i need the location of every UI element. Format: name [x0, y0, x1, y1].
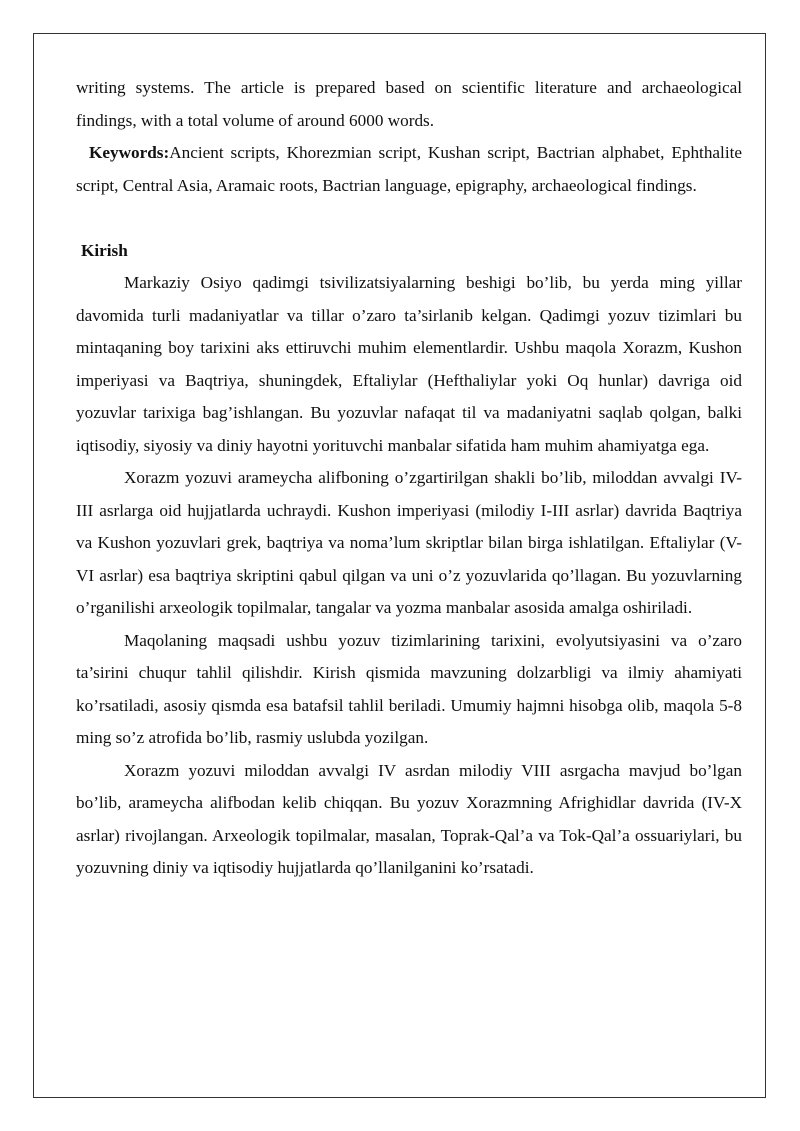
body-paragraph: Markaziy Osiyo qadimgi tsivilizatsiyalarning beshigi bo’lib, bu yerda ming yillar davomida turli madaniyatlar va tillar o’zaro ta’sirlanib kelgan. Qadimgi yozuv tizimlari bu mintaqaning boy tarixini aks ettiruvchi muhim elementlardir. Ushbu maqola Xorazm, Kushon imperiyasi va Baqtriya, shuningdek, Eftaliylar (Hefthaliylar yoki Oq hunlar) davriga oid yozuvlar tarixiga bag’ishlangan. Bu yozuvlar nafaqat til va madaniyatni saqlab qolgan, balki iqtisodiy, siyosiy va diniy hayotni yorituvchi manbalar sifatida ham muhim ahamiyatga ega. [76, 273, 742, 455]
body-paragraph: Xorazm yozuvi miloddan avvalgi IV asrdan milodiy VIII asrgacha mavjud bo’lgan bo’lib, arameycha alifbodan kelib chiqqan. Bu yozuv Xorazmning Afrighidlar davrida (IV-X asrlar) rivojlangan. Arxeologik topilmalar, masalan, Toprak-Qal’a va Tok-Qal’a ossuariylari, bu yozuvning diniy va iqtisodiy hujjatlarda qo’llanilganini ko’rsatadi. [76, 760, 742, 877]
abstract-tail-paragraph: writing systems. The article is prepared based on scientific literature and archaeological findings, with a total volume of around 6000 words. [76, 78, 742, 130]
keywords-text: Ancient scripts, Khorezmian script, Kushan script, Bactrian alphabet, Ephthalite script, Central Asia, Aramaic roots, Bactrian language, epigraphy, archaeological findings. [76, 143, 742, 195]
keywords-label: Keywords: [89, 143, 170, 162]
document-body [76, 72, 742, 885]
section-heading: Kirish [81, 240, 128, 260]
body-paragraph: Maqolaning maqsadi ushbu yozuv tizimlarining tarixini, evolyutsiyasini va o’zaro ta’sirini chuqur tahlil qilishdir. Kirish qismida mavzuning dolzarbligi va ilmiy ahamiyati ko’rsatiladi, asosiy qismda esa batafsil tahlil beriladi. Umumiy hajmni hisobga olib, maqola 5-8 ming so’z atrofida bo’lib, rasmiy uslubda yozilgan. [76, 630, 742, 747]
keywords-paragraph [76, 137, 742, 202]
body-paragraph: Xorazm yozuvi arameycha alifboning o’zgartirilgan shakli bo’lib, miloddan avvalgi IV-III asrlarga oid hujjatlarda uchraydi. Kushon imperiyasi (milodiy I-III asrlar) davrida Baqtriya va Kushon yozuvlari grek, baqtriya va noma’lum skriptlar bilan birga ishlatilgan. Eftaliylar (V-VI asrlar) esa baqtriya skriptini qabul qilgan va uni o’z yozuvlarida qo’llagan. Bu yozuvlarning o’rganilishi arxeologik topilmalar, tangalar va yozma manbalar asosida amalga oshiriladi. [76, 468, 742, 617]
